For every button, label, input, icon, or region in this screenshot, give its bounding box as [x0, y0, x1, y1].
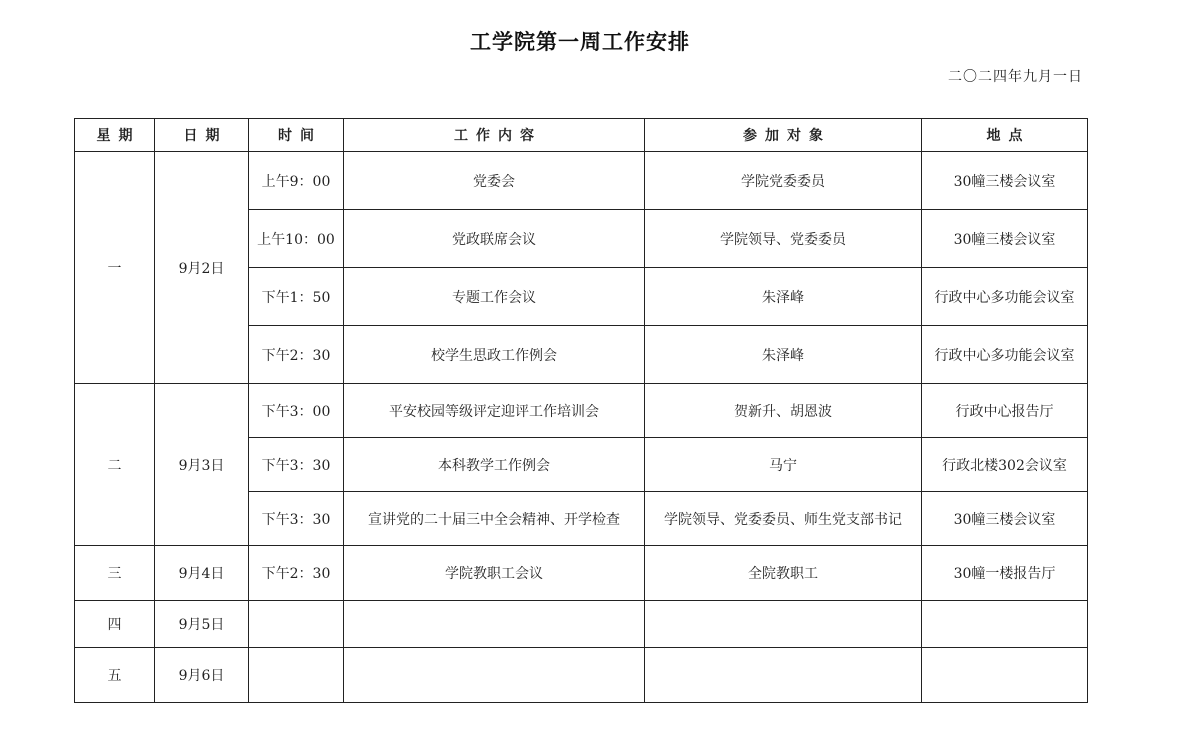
- content-cell: 本科教学工作例会: [344, 438, 645, 492]
- weekday-cell: 三: [75, 546, 155, 601]
- content-cell: 宣讲党的二十届三中全会精神、开学检查: [344, 492, 645, 546]
- weekday-cell: 四: [75, 601, 155, 648]
- attendees-cell: 朱泽峰: [645, 268, 922, 326]
- time-cell: 下午3：30: [249, 492, 344, 546]
- header-location: 地点: [922, 119, 1088, 152]
- content-cell: 党委会: [344, 152, 645, 210]
- content-cell: [344, 648, 645, 703]
- content-cell: 校学生思政工作例会: [344, 326, 645, 384]
- attendees-cell: [645, 648, 922, 703]
- header-row: [75, 119, 1088, 152]
- attendees-cell: 马宁: [645, 438, 922, 492]
- location-cell: 行政中心报告厅: [922, 384, 1088, 438]
- time-cell: [249, 601, 344, 648]
- attendees-cell: [645, 601, 922, 648]
- location-cell: 30幢一楼报告厅: [922, 546, 1088, 601]
- attendees-cell: 全院教职工: [645, 546, 922, 601]
- document-date: 二〇二四年九月一日: [948, 69, 1083, 85]
- content-cell: 党政联席会议: [344, 210, 645, 268]
- weekday-cell: 一: [75, 152, 155, 384]
- attendees-cell: 贺新升、胡恩波: [645, 384, 922, 438]
- header-date: 日期: [155, 119, 249, 152]
- weekday-cell: 五: [75, 648, 155, 703]
- header-attendees: 参加对象: [645, 119, 922, 152]
- location-cell: 30幢三楼会议室: [922, 210, 1088, 268]
- date-cell: 9月2日: [155, 152, 249, 384]
- attendees-cell: 朱泽峰: [645, 326, 922, 384]
- time-cell: [249, 648, 344, 703]
- table-row: [75, 546, 1088, 601]
- content-cell: [344, 601, 645, 648]
- date-cell: 9月3日: [155, 384, 249, 546]
- content-cell: 学院教职工会议: [344, 546, 645, 601]
- time-cell: 上午9：00: [249, 152, 344, 210]
- weekday-cell: 二: [75, 384, 155, 546]
- header-content: 工作内容: [344, 119, 645, 152]
- location-cell: [922, 601, 1088, 648]
- document-title: 工学院第一周工作安排: [470, 30, 690, 54]
- attendees-cell: 学院党委委员: [645, 152, 922, 210]
- header-time: 时间: [249, 119, 344, 152]
- time-cell: 下午1：50: [249, 268, 344, 326]
- time-cell: 下午2：30: [249, 546, 344, 601]
- location-cell: [922, 648, 1088, 703]
- table-row: [75, 152, 1088, 210]
- table-row: [75, 601, 1088, 648]
- header-weekday: 星期: [75, 119, 155, 152]
- time-cell: 下午3：00: [249, 384, 344, 438]
- date-cell: 9月4日: [155, 546, 249, 601]
- schedule-table: [74, 118, 1088, 703]
- time-cell: 下午2：30: [249, 326, 344, 384]
- table-row: [75, 384, 1088, 438]
- time-cell: 下午3：30: [249, 438, 344, 492]
- content-cell: 平安校园等级评定迎评工作培训会: [344, 384, 645, 438]
- attendees-cell: 学院领导、党委委员: [645, 210, 922, 268]
- date-cell: 9月5日: [155, 601, 249, 648]
- date-cell: 9月6日: [155, 648, 249, 703]
- location-cell: 30幢三楼会议室: [922, 492, 1088, 546]
- location-cell: 行政北楼302会议室: [922, 438, 1088, 492]
- time-cell: 上午10：00: [249, 210, 344, 268]
- location-cell: 行政中心多功能会议室: [922, 268, 1088, 326]
- table-row: [75, 648, 1088, 703]
- location-cell: 行政中心多功能会议室: [922, 326, 1088, 384]
- location-cell: 30幢三楼会议室: [922, 152, 1088, 210]
- content-cell: 专题工作会议: [344, 268, 645, 326]
- attendees-cell: 学院领导、党委委员、师生党支部书记: [645, 492, 922, 546]
